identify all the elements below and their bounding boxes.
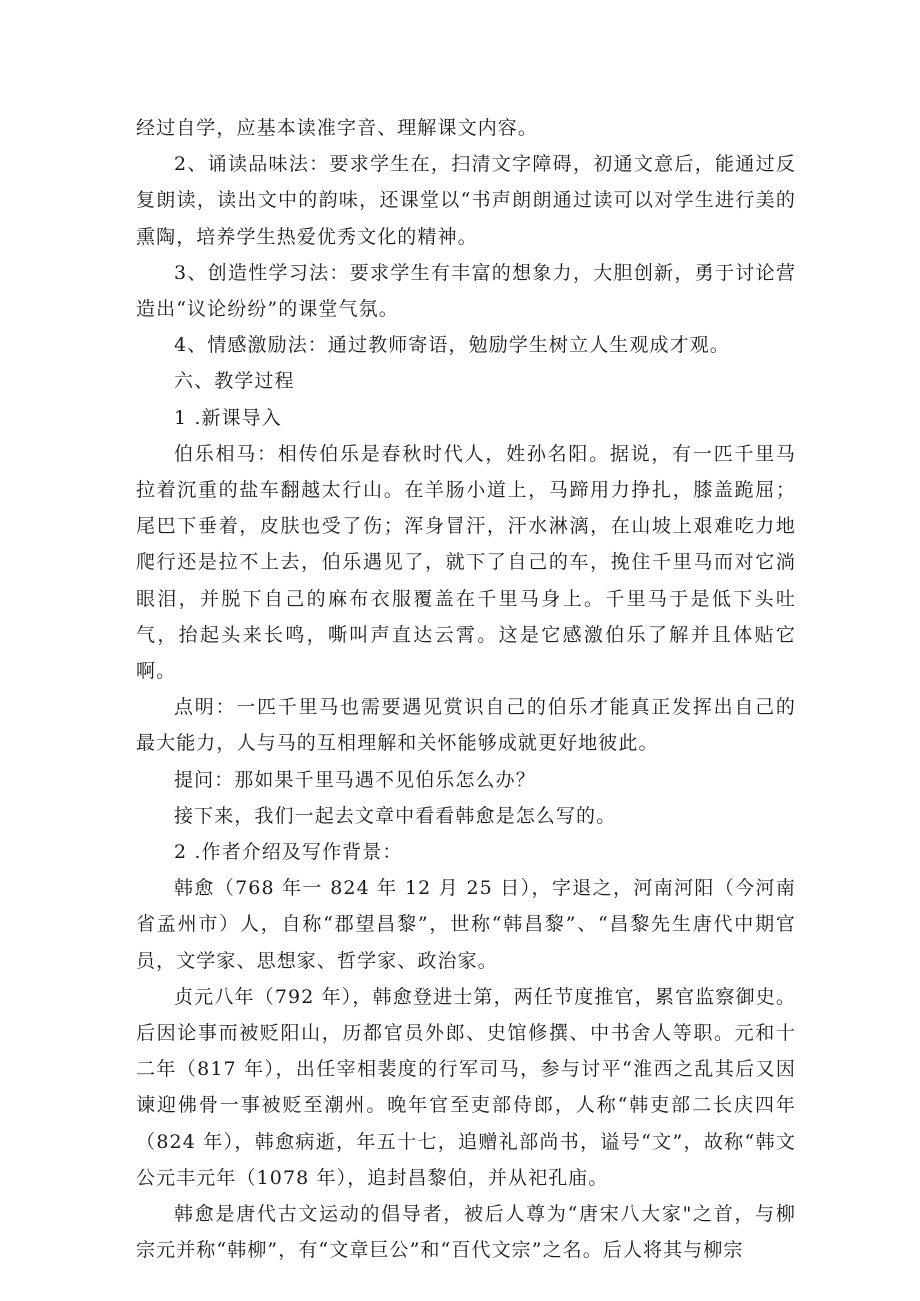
paragraph-han-yu-intro: 韩愈（768 年一 824 年 12 月 25 日），字退之，河南河阳（今河南省孟州市）人，自称“郡望昌黎”，世称“韩昌黎”、“昌黎先生唐代中期官员，文学家、思想家、哲学家、政治家。	[136, 877, 796, 972]
paragraph-emotion-method: 4、情感激励法：通过教师寄语，勉励学生树立人生观成才观。	[174, 334, 730, 357]
paragraph-question: 提问：那如果千里马遇不见伯乐怎么办？	[174, 768, 536, 791]
paragraph-han-yu-career: 贞元八年（792 年），韩愈登进士第，两任节度推官，累官监察御史。后因论事而被贬阳山，历都官员外郎、史馆修撰、中书舍人等职。元和十二年（817 年），出任宰相裴度的行军司马，参与讨平“淮西之乱其后又因谏迎佛骨一事被贬至潮州。晚年官至吏部侍郎，人称“韩吏部二长庆四年（824 年），韩愈病逝，年五十七，追赠礼部尚书，谥号“文”，故称“韩文公元丰元年（1078 年），追封昌黎伯，并从祀孔庙。	[136, 985, 796, 1189]
paragraph-creative-method: 3、创造性学习法：要求学生有丰富的想象力，大胆创新，勇于讨论营造出“议论纷纷”的课堂气氛。	[136, 261, 796, 321]
subheading-author-background: 2 .作者介绍及写作背景：	[174, 841, 403, 864]
paragraph-point-out: 点明：一匹千里马也需要遇见赏识自己的伯乐才能真正发挥出自己的最大能力，人与马的互相理解和关怀能够成就更好地彼此。	[136, 696, 796, 755]
paragraph-self-study: 经过自学，应基本读准字音、理解课文内容。	[136, 117, 539, 139]
paragraph-transition: 接下来，我们一起去文章中看看韩愈是怎么写的。	[174, 804, 617, 827]
paragraph-recitation-method: 2、诵读品味法：要求学生在，扫清文字障碍，初通文意后，能通过反复朗读，读出文中的韵味，还课堂以“书声朗朗通过读可以对学生进行美的熏陶，培养学生热爱优秀文化的精神。	[136, 153, 796, 248]
section-heading-teaching-process: 六、教学过程	[174, 370, 295, 393]
paragraph-bole-story: 伯乐相马：相传伯乐是春秋时代人，姓孙名阳。据说，有一匹千里马拉着沉重的盐车翻越太行山。在羊肠小道上，马蹄用力挣扎，膝盖跪屈；尾巴下垂着，皮肤也受了伤；浑身冒汗，汗水淋漓，在山坡上艰难吃力地爬行还是拉不上去，伯乐遇见了，就下了自己的车，挽住千里马而对它淌眼泪，并脱下自己的麻布衣服覆盖在千里马身上。千里马于是低下头吐气，抬起头来长鸣，嘶叫声直达云霄。这是它感激伯乐了解并且体贴它啊。	[136, 442, 796, 683]
document-body	[136, 110, 796, 1269]
paragraph-han-yu-legacy: 韩愈是唐代古文运动的倡导者，被后人尊为“唐宋八大家"之首，与柳宗元并称“韩柳”，有“文章巨公”和“百代文宗”之名。后人将其与柳宗	[136, 1203, 796, 1262]
subheading-lesson-intro: 1 .新课导入	[174, 406, 282, 429]
